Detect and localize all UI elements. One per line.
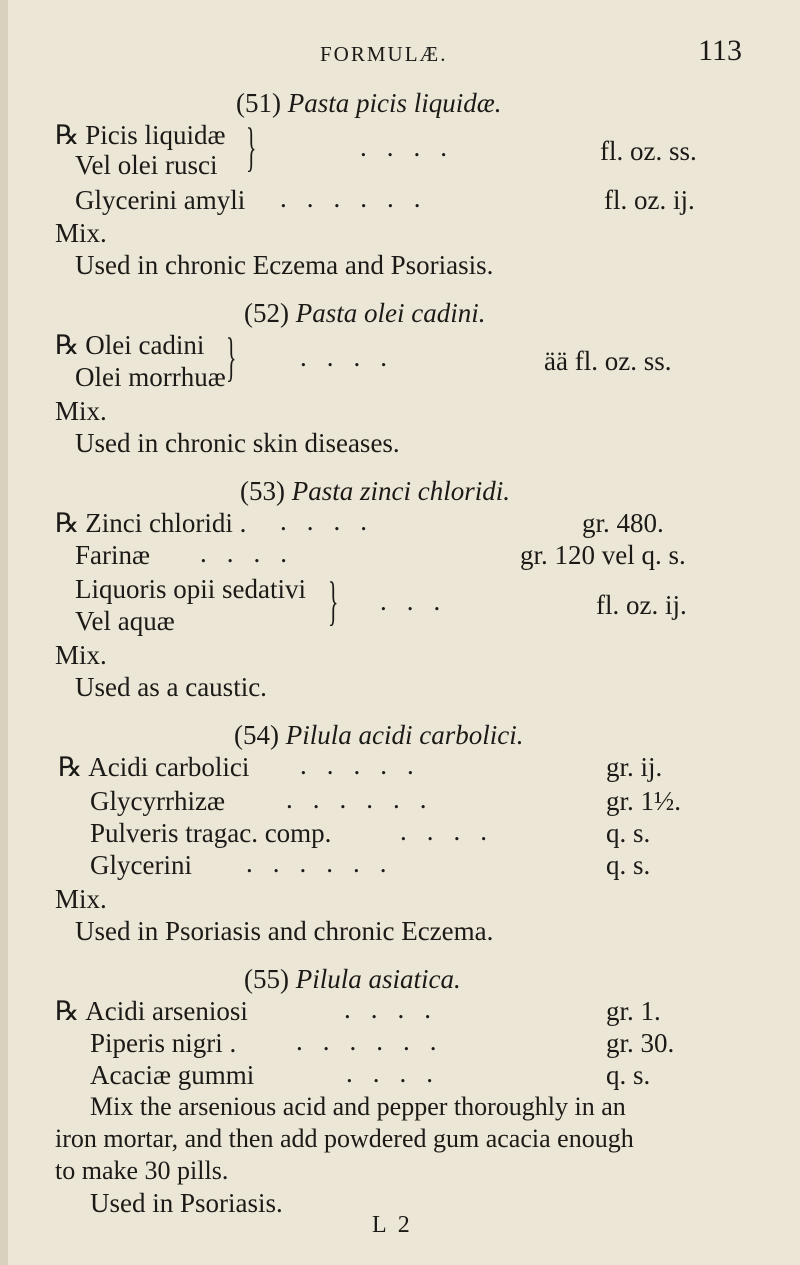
recipe-symbol: ℞ bbox=[58, 752, 83, 782]
formula-54-heading bbox=[234, 720, 523, 750]
ingredient-line bbox=[55, 508, 246, 538]
leader-dots: ...... bbox=[280, 183, 441, 213]
ingredient-name: Olei cadini bbox=[85, 330, 205, 360]
ingredient-line bbox=[90, 786, 225, 816]
page-header bbox=[0, 34, 800, 74]
ingredient-line bbox=[90, 850, 192, 880]
leader-dots: ... bbox=[380, 586, 461, 616]
ingredient-line bbox=[55, 120, 226, 150]
ingredient-line bbox=[75, 540, 150, 570]
recipe-symbol: ℞ bbox=[55, 120, 80, 150]
leader-dots: .... bbox=[400, 816, 507, 846]
ingredient-name: Olei morrhuæ bbox=[75, 362, 226, 392]
formula-number: (52) bbox=[244, 298, 289, 328]
ingredient-name: Glycyrrhizæ bbox=[90, 786, 225, 816]
usage-note: Used in chronic skin diseases. bbox=[75, 428, 400, 458]
formula-title: Pasta picis liquidæ. bbox=[287, 88, 502, 118]
ingredient-line bbox=[75, 574, 306, 604]
formula-title: Pasta zinci chloridi. bbox=[291, 476, 510, 506]
recipe-symbol: ℞ bbox=[55, 330, 80, 360]
brace: } bbox=[328, 571, 339, 631]
ingredient-name: Farinæ bbox=[75, 540, 151, 570]
formula-number: (54) bbox=[234, 720, 279, 750]
mix-instruction: Mix. bbox=[55, 218, 107, 248]
formula-52-heading bbox=[244, 298, 485, 328]
leader-dots: .... bbox=[346, 1058, 453, 1088]
ingredient-name: Vel olei rusci bbox=[75, 150, 218, 180]
leader-dots: .... bbox=[200, 538, 307, 568]
leader-dots: .... bbox=[300, 342, 407, 372]
mix-instruction: iron mortar, and then add powdered gum acacia enough bbox=[55, 1124, 634, 1153]
ingredient-line bbox=[75, 606, 175, 636]
leader-dots: ..... bbox=[300, 750, 434, 780]
recipe-symbol: ℞ bbox=[55, 508, 80, 538]
ingredient-name: Liquoris opii sedativi bbox=[75, 574, 306, 604]
brace: } bbox=[246, 117, 257, 177]
usage-note: Used in Psoriasis. bbox=[90, 1188, 283, 1218]
ingredient-name: Acidi carbolici bbox=[88, 752, 250, 782]
ingredient-amount: gr. 480. bbox=[582, 508, 664, 538]
formula-title: Pilula asiatica. bbox=[295, 964, 461, 994]
ingredient-line bbox=[90, 818, 331, 848]
ingredient-line bbox=[55, 330, 204, 360]
signature-mark: L 2 bbox=[372, 1212, 413, 1238]
ingredient-amount: gr. 1½. bbox=[606, 786, 682, 816]
ingredient-name: Picis liquidæ bbox=[85, 120, 226, 150]
leader-dots: ...... bbox=[286, 784, 447, 814]
page-number: 113 bbox=[698, 34, 742, 67]
ingredient-name: Zinci chloridi . bbox=[85, 508, 247, 538]
ingredient-amount: gr. 30. bbox=[606, 1028, 675, 1058]
ingredient-amount: gr. 120 vel q. s. bbox=[520, 540, 686, 570]
ingredient-name: Acaciæ gummi bbox=[90, 1060, 255, 1090]
formula-number: (55) bbox=[244, 964, 289, 994]
leader-dots: ...... bbox=[246, 848, 407, 878]
ingredient-amount: fl. oz. ss. bbox=[600, 136, 697, 166]
ingredient-name: Glycerini amyli bbox=[75, 185, 246, 215]
formula-title: Pasta olei cadini. bbox=[295, 298, 486, 328]
mix-instruction: Mix. bbox=[55, 396, 107, 426]
recipe-symbol: ℞ bbox=[55, 996, 80, 1026]
ingredient-amount: fl. oz. ij. bbox=[604, 185, 695, 215]
leader-dots: .... bbox=[360, 132, 467, 162]
leader-dots: .... bbox=[344, 994, 451, 1024]
formula-title: Pilula acidi carbolici. bbox=[285, 720, 524, 750]
ingredient-line bbox=[55, 996, 248, 1026]
ingredient-line bbox=[90, 1028, 236, 1058]
leader-dots: ...... bbox=[296, 1026, 457, 1056]
ingredient-amount: fl. oz. ij. bbox=[596, 590, 687, 620]
formula-51-heading bbox=[236, 88, 502, 118]
ingredient-amount: q. s. bbox=[606, 850, 651, 880]
formula-55-heading bbox=[244, 964, 461, 994]
usage-note: Used as a caustic. bbox=[75, 672, 267, 702]
ingredient-line bbox=[75, 185, 245, 215]
formula-number: (53) bbox=[240, 476, 285, 506]
page-edge bbox=[0, 0, 8, 1265]
running-title: FORMULÆ. bbox=[320, 42, 448, 66]
ingredient-amount: q. s. bbox=[606, 1060, 651, 1090]
formula-53-heading bbox=[240, 476, 510, 506]
ingredient-line bbox=[75, 150, 217, 180]
ingredient-amount: gr. 1. bbox=[606, 996, 661, 1026]
ingredient-amount: ää fl. oz. ss. bbox=[544, 346, 672, 376]
usage-note: Used in Psoriasis and chronic Eczema. bbox=[75, 916, 494, 946]
ingredient-line bbox=[75, 362, 226, 392]
ingredient-line bbox=[90, 1060, 254, 1090]
mix-instruction: Mix. bbox=[55, 884, 107, 914]
formula-number: (51) bbox=[236, 88, 281, 118]
ingredient-name: Glycerini bbox=[90, 850, 192, 880]
ingredient-amount: gr. ij. bbox=[606, 752, 663, 782]
ingredient-name: Piperis nigri . bbox=[90, 1028, 237, 1058]
brace: } bbox=[226, 327, 237, 387]
ingredient-name: Vel aquæ bbox=[75, 606, 175, 636]
ingredient-name: Acidi arseniosi bbox=[85, 996, 248, 1026]
ingredient-name: Pulveris tragac. comp. bbox=[90, 818, 332, 848]
mix-instruction: Mix. bbox=[55, 640, 107, 670]
usage-note: Used in chronic Eczema and Psoriasis. bbox=[75, 250, 494, 280]
mix-instruction: Mix the arsenious acid and pepper thoroughly in an bbox=[90, 1092, 626, 1121]
ingredient-amount: q. s. bbox=[606, 818, 651, 848]
leader-dots: .... bbox=[280, 506, 387, 536]
ingredient-line bbox=[58, 752, 249, 782]
mix-instruction: to make 30 pills. bbox=[55, 1156, 229, 1185]
